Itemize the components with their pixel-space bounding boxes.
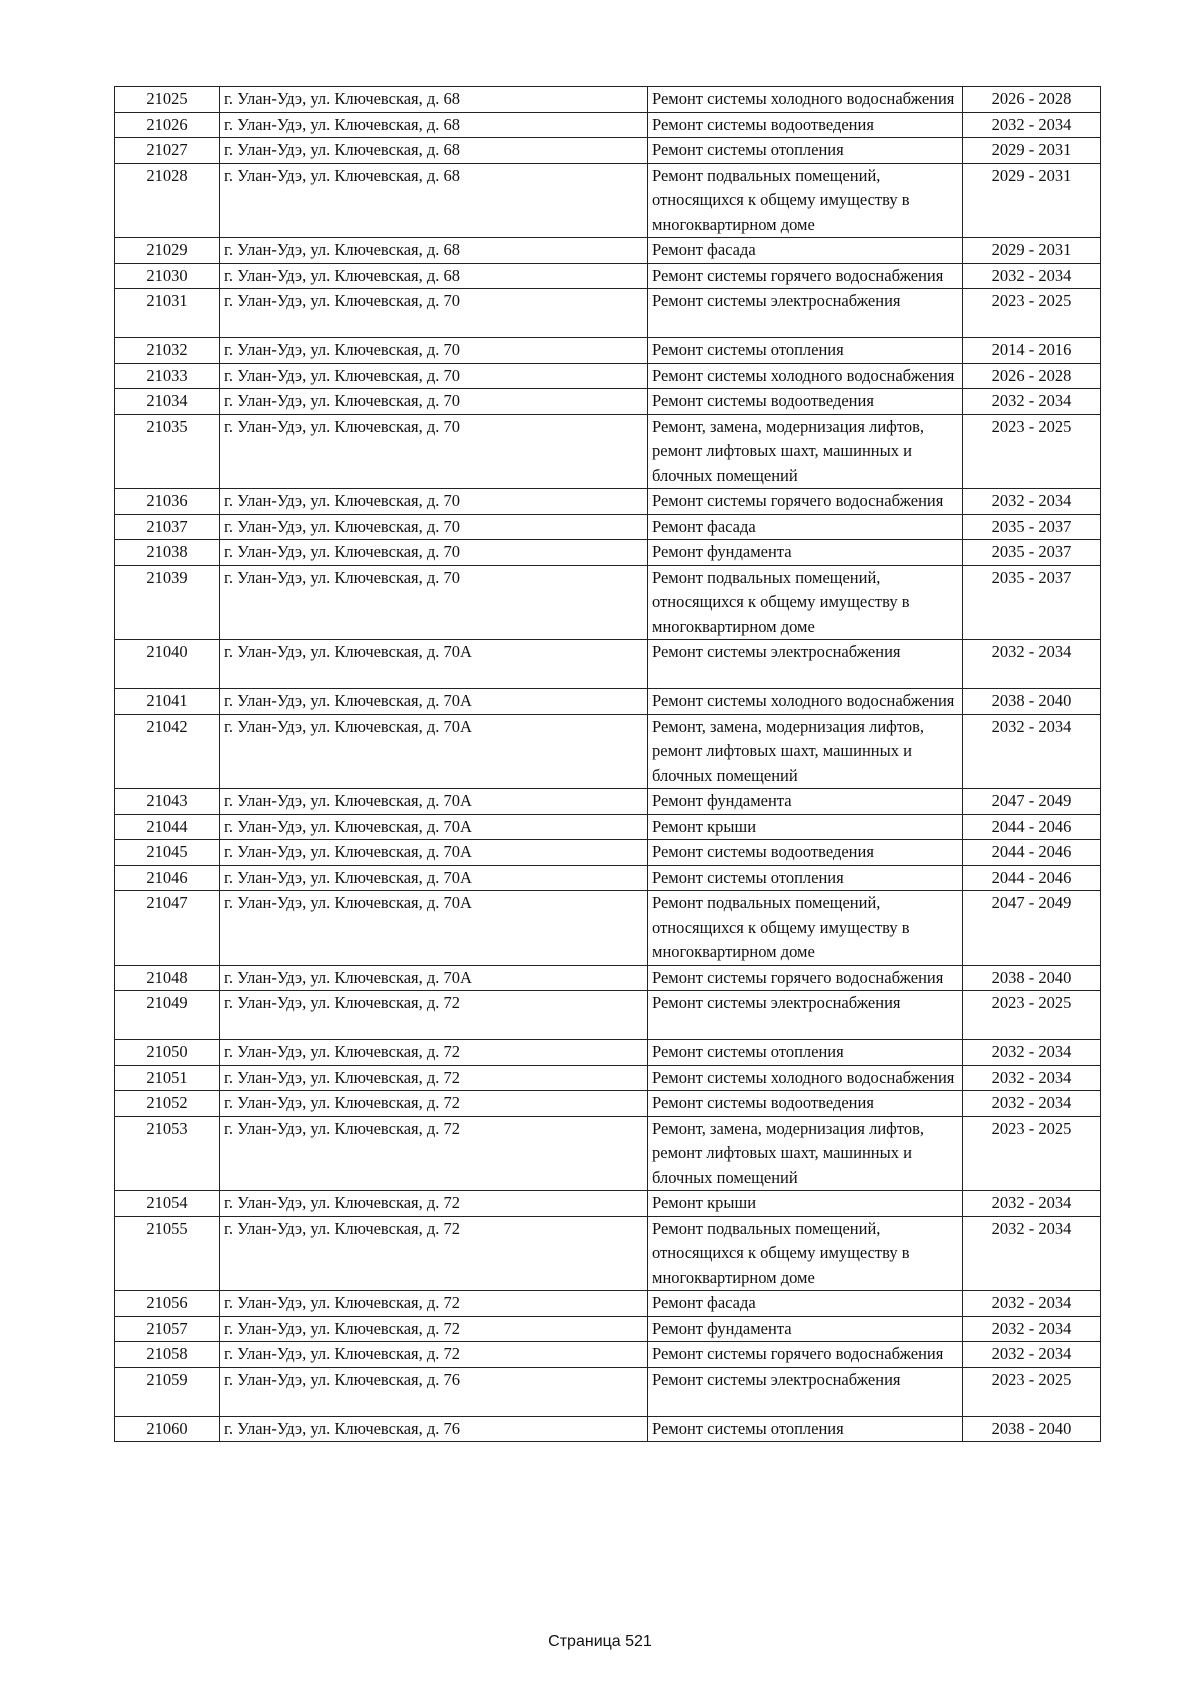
period-cell: 2035 - 2037 <box>963 565 1101 640</box>
row-number-cell: 21059 <box>115 1367 220 1416</box>
period-cell: 2035 - 2037 <box>963 540 1101 566</box>
work-type-cell: Ремонт системы электроснабжения <box>648 640 963 689</box>
table-row <box>115 689 1101 715</box>
work-type-cell: Ремонт системы водоотведения <box>648 112 963 138</box>
table-row <box>115 263 1101 289</box>
work-type-cell: Ремонт системы горячего водоснабжения <box>648 1342 963 1368</box>
period-cell: 2047 - 2049 <box>963 789 1101 815</box>
work-type-cell: Ремонт фундамента <box>648 540 963 566</box>
address-cell: г. Улан-Удэ, ул. Ключевская, д. 70 <box>220 414 648 489</box>
address-cell: г. Улан-Удэ, ул. Ключевская, д. 68 <box>220 87 648 113</box>
period-cell: 2032 - 2034 <box>963 1291 1101 1317</box>
table-row <box>115 965 1101 991</box>
work-type-cell: Ремонт фундамента <box>648 1316 963 1342</box>
work-type-cell: Ремонт системы горячего водоснабжения <box>648 263 963 289</box>
table-row <box>115 238 1101 264</box>
table-row <box>115 489 1101 515</box>
row-number-cell: 21054 <box>115 1191 220 1217</box>
row-number-cell: 21055 <box>115 1216 220 1291</box>
table-row <box>115 1065 1101 1091</box>
period-cell: 2035 - 2037 <box>963 514 1101 540</box>
work-type-cell: Ремонт фасада <box>648 1291 963 1317</box>
period-cell: 2023 - 2025 <box>963 414 1101 489</box>
row-number-cell: 21028 <box>115 163 220 238</box>
period-cell: 2047 - 2049 <box>963 891 1101 966</box>
period-cell: 2026 - 2028 <box>963 363 1101 389</box>
address-cell: г. Улан-Удэ, ул. Ключевская, д. 76 <box>220 1416 648 1442</box>
row-number-cell: 21041 <box>115 689 220 715</box>
address-cell: г. Улан-Удэ, ул. Ключевская, д. 72 <box>220 991 648 1040</box>
address-cell: г. Улан-Удэ, ул. Ключевская, д. 68 <box>220 112 648 138</box>
row-number-cell: 21060 <box>115 1416 220 1442</box>
table-row <box>115 1367 1101 1416</box>
work-type-cell: Ремонт системы отопления <box>648 865 963 891</box>
row-number-cell: 21048 <box>115 965 220 991</box>
address-cell: г. Улан-Удэ, ул. Ключевская, д. 70 <box>220 514 648 540</box>
period-cell: 2044 - 2046 <box>963 840 1101 866</box>
work-type-cell: Ремонт системы водоотведения <box>648 840 963 866</box>
address-cell: г. Улан-Удэ, ул. Ключевская, д. 70А <box>220 865 648 891</box>
address-cell: г. Улан-Удэ, ул. Ключевская, д. 70 <box>220 565 648 640</box>
row-number-cell: 21044 <box>115 814 220 840</box>
address-cell: г. Улан-Удэ, ул. Ключевская, д. 70 <box>220 289 648 338</box>
period-cell: 2032 - 2034 <box>963 1091 1101 1117</box>
address-cell: г. Улан-Удэ, ул. Ключевская, д. 72 <box>220 1216 648 1291</box>
address-cell: г. Улан-Удэ, ул. Ключевская, д. 70 <box>220 389 648 415</box>
address-cell: г. Улан-Удэ, ул. Ключевская, д. 72 <box>220 1040 648 1066</box>
period-cell: 2044 - 2046 <box>963 814 1101 840</box>
work-type-cell: Ремонт системы отопления <box>648 338 963 364</box>
table-row <box>115 1191 1101 1217</box>
address-cell: г. Улан-Удэ, ул. Ключевская, д. 70 <box>220 489 648 515</box>
period-cell: 2032 - 2034 <box>963 112 1101 138</box>
row-number-cell: 21037 <box>115 514 220 540</box>
table-row <box>115 112 1101 138</box>
table-row <box>115 565 1101 640</box>
work-type-cell: Ремонт системы отопления <box>648 1416 963 1442</box>
table-row <box>115 789 1101 815</box>
work-type-cell: Ремонт, замена, модернизация лифтов, ремонт лифтовых шахт, машинных и блочных помещений <box>648 1116 963 1191</box>
table-row <box>115 1091 1101 1117</box>
period-cell: 2026 - 2028 <box>963 87 1101 113</box>
table-row <box>115 1291 1101 1317</box>
address-cell: г. Улан-Удэ, ул. Ключевская, д. 76 <box>220 1367 648 1416</box>
work-type-cell: Ремонт системы электроснабжения <box>648 1367 963 1416</box>
row-number-cell: 21036 <box>115 489 220 515</box>
address-cell: г. Улан-Удэ, ул. Ключевская, д. 72 <box>220 1091 648 1117</box>
table-row <box>115 87 1101 113</box>
work-type-cell: Ремонт подвальных помещений, относящихся к общему имуществу в многоквартирном доме <box>648 163 963 238</box>
table-row <box>115 289 1101 338</box>
address-cell: г. Улан-Удэ, ул. Ключевская, д. 70А <box>220 814 648 840</box>
period-cell: 2029 - 2031 <box>963 163 1101 238</box>
period-cell: 2023 - 2025 <box>963 289 1101 338</box>
row-number-cell: 21034 <box>115 389 220 415</box>
address-cell: г. Улан-Удэ, ул. Ключевская, д. 72 <box>220 1291 648 1317</box>
table-body <box>115 87 1101 1442</box>
period-cell: 2032 - 2034 <box>963 1342 1101 1368</box>
period-cell: 2032 - 2034 <box>963 389 1101 415</box>
table-row <box>115 840 1101 866</box>
row-number-cell: 21027 <box>115 138 220 164</box>
row-number-cell: 21030 <box>115 263 220 289</box>
period-cell: 2032 - 2034 <box>963 1216 1101 1291</box>
table-row <box>115 138 1101 164</box>
work-type-cell: Ремонт системы водоотведения <box>648 1091 963 1117</box>
address-cell: г. Улан-Удэ, ул. Ключевская, д. 70А <box>220 714 648 789</box>
table-row <box>115 1040 1101 1066</box>
table-row <box>115 363 1101 389</box>
address-cell: г. Улан-Удэ, ул. Ключевская, д. 72 <box>220 1316 648 1342</box>
address-cell: г. Улан-Удэ, ул. Ключевская, д. 70 <box>220 338 648 364</box>
address-cell: г. Улан-Удэ, ул. Ключевская, д. 70А <box>220 840 648 866</box>
row-number-cell: 21057 <box>115 1316 220 1342</box>
work-type-cell: Ремонт системы холодного водоснабжения <box>648 1065 963 1091</box>
period-cell: 2032 - 2034 <box>963 263 1101 289</box>
address-cell: г. Улан-Удэ, ул. Ключевская, д. 70А <box>220 640 648 689</box>
period-cell: 2023 - 2025 <box>963 1116 1101 1191</box>
row-number-cell: 21052 <box>115 1091 220 1117</box>
row-number-cell: 21026 <box>115 112 220 138</box>
work-type-cell: Ремонт системы водоотведения <box>648 389 963 415</box>
period-cell: 2032 - 2034 <box>963 640 1101 689</box>
work-type-cell: Ремонт системы электроснабжения <box>648 289 963 338</box>
table-row <box>115 1116 1101 1191</box>
row-number-cell: 21058 <box>115 1342 220 1368</box>
table-row <box>115 414 1101 489</box>
table-row <box>115 891 1101 966</box>
work-type-cell: Ремонт системы горячего водоснабжения <box>648 489 963 515</box>
work-type-cell: Ремонт, замена, модернизация лифтов, ремонт лифтовых шахт, машинных и блочных помещений <box>648 414 963 489</box>
row-number-cell: 21040 <box>115 640 220 689</box>
period-cell: 2023 - 2025 <box>963 991 1101 1040</box>
address-cell: г. Улан-Удэ, ул. Ключевская, д. 70А <box>220 689 648 715</box>
table-row <box>115 1342 1101 1368</box>
table-row <box>115 540 1101 566</box>
work-type-cell: Ремонт системы отопления <box>648 1040 963 1066</box>
period-cell: 2038 - 2040 <box>963 689 1101 715</box>
table-row <box>115 1316 1101 1342</box>
row-number-cell: 21045 <box>115 840 220 866</box>
row-number-cell: 21031 <box>115 289 220 338</box>
repair-schedule-table <box>114 86 1101 1442</box>
period-cell: 2032 - 2034 <box>963 1316 1101 1342</box>
row-number-cell: 21032 <box>115 338 220 364</box>
address-cell: г. Улан-Удэ, ул. Ключевская, д. 68 <box>220 263 648 289</box>
table-row <box>115 1416 1101 1442</box>
row-number-cell: 21047 <box>115 891 220 966</box>
work-type-cell: Ремонт крыши <box>648 814 963 840</box>
address-cell: г. Улан-Удэ, ул. Ключевская, д. 70 <box>220 363 648 389</box>
work-type-cell: Ремонт системы отопления <box>648 138 963 164</box>
table-row <box>115 338 1101 364</box>
work-type-cell: Ремонт подвальных помещений, относящихся к общему имуществу в многоквартирном доме <box>648 565 963 640</box>
row-number-cell: 21046 <box>115 865 220 891</box>
period-cell: 2029 - 2031 <box>963 138 1101 164</box>
table-row <box>115 814 1101 840</box>
table-row <box>115 163 1101 238</box>
work-type-cell: Ремонт системы электроснабжения <box>648 991 963 1040</box>
row-number-cell: 21056 <box>115 1291 220 1317</box>
period-cell: 2023 - 2025 <box>963 1367 1101 1416</box>
work-type-cell: Ремонт системы горячего водоснабжения <box>648 965 963 991</box>
address-cell: г. Улан-Удэ, ул. Ключевская, д. 68 <box>220 163 648 238</box>
row-number-cell: 21038 <box>115 540 220 566</box>
period-cell: 2029 - 2031 <box>963 238 1101 264</box>
work-type-cell: Ремонт системы холодного водоснабжения <box>648 87 963 113</box>
row-number-cell: 21025 <box>115 87 220 113</box>
table-row <box>115 865 1101 891</box>
period-cell: 2032 - 2034 <box>963 1191 1101 1217</box>
table-row <box>115 1216 1101 1291</box>
row-number-cell: 21043 <box>115 789 220 815</box>
row-number-cell: 21039 <box>115 565 220 640</box>
period-cell: 2038 - 2040 <box>963 1416 1101 1442</box>
work-type-cell: Ремонт системы холодного водоснабжения <box>648 689 963 715</box>
table-row <box>115 714 1101 789</box>
address-cell: г. Улан-Удэ, ул. Ключевская, д. 70А <box>220 891 648 966</box>
table-row <box>115 514 1101 540</box>
work-type-cell: Ремонт подвальных помещений, относящихся к общему имуществу в многоквартирном доме <box>648 1216 963 1291</box>
work-type-cell: Ремонт фасада <box>648 238 963 264</box>
address-cell: г. Улан-Удэ, ул. Ключевская, д. 72 <box>220 1191 648 1217</box>
address-cell: г. Улан-Удэ, ул. Ключевская, д. 72 <box>220 1065 648 1091</box>
row-number-cell: 21029 <box>115 238 220 264</box>
period-cell: 2014 - 2016 <box>963 338 1101 364</box>
address-cell: г. Улан-Удэ, ул. Ключевская, д. 70А <box>220 789 648 815</box>
row-number-cell: 21042 <box>115 714 220 789</box>
row-number-cell: 21053 <box>115 1116 220 1191</box>
address-cell: г. Улан-Удэ, ул. Ключевская, д. 72 <box>220 1116 648 1191</box>
period-cell: 2032 - 2034 <box>963 1065 1101 1091</box>
work-type-cell: Ремонт, замена, модернизация лифтов, ремонт лифтовых шахт, машинных и блочных помещений <box>648 714 963 789</box>
work-type-cell: Ремонт крыши <box>648 1191 963 1217</box>
period-cell: 2044 - 2046 <box>963 865 1101 891</box>
address-cell: г. Улан-Удэ, ул. Ключевская, д. 68 <box>220 138 648 164</box>
period-cell: 2032 - 2034 <box>963 489 1101 515</box>
table-row <box>115 640 1101 689</box>
address-cell: г. Улан-Удэ, ул. Ключевская, д. 72 <box>220 1342 648 1368</box>
period-cell: 2032 - 2034 <box>963 1040 1101 1066</box>
row-number-cell: 21035 <box>115 414 220 489</box>
work-type-cell: Ремонт фундамента <box>648 789 963 815</box>
row-number-cell: 21051 <box>115 1065 220 1091</box>
page-number: Страница 521 <box>548 1633 652 1650</box>
work-type-cell: Ремонт фасада <box>648 514 963 540</box>
table-row <box>115 389 1101 415</box>
work-type-cell: Ремонт системы холодного водоснабжения <box>648 363 963 389</box>
table-row <box>115 991 1101 1040</box>
address-cell: г. Улан-Удэ, ул. Ключевская, д. 68 <box>220 238 648 264</box>
address-cell: г. Улан-Удэ, ул. Ключевская, д. 70А <box>220 965 648 991</box>
row-number-cell: 21050 <box>115 1040 220 1066</box>
address-cell: г. Улан-Удэ, ул. Ключевская, д. 70 <box>220 540 648 566</box>
row-number-cell: 21033 <box>115 363 220 389</box>
row-number-cell: 21049 <box>115 991 220 1040</box>
period-cell: 2038 - 2040 <box>963 965 1101 991</box>
work-type-cell: Ремонт подвальных помещений, относящихся к общему имуществу в многоквартирном доме <box>648 891 963 966</box>
period-cell: 2032 - 2034 <box>963 714 1101 789</box>
